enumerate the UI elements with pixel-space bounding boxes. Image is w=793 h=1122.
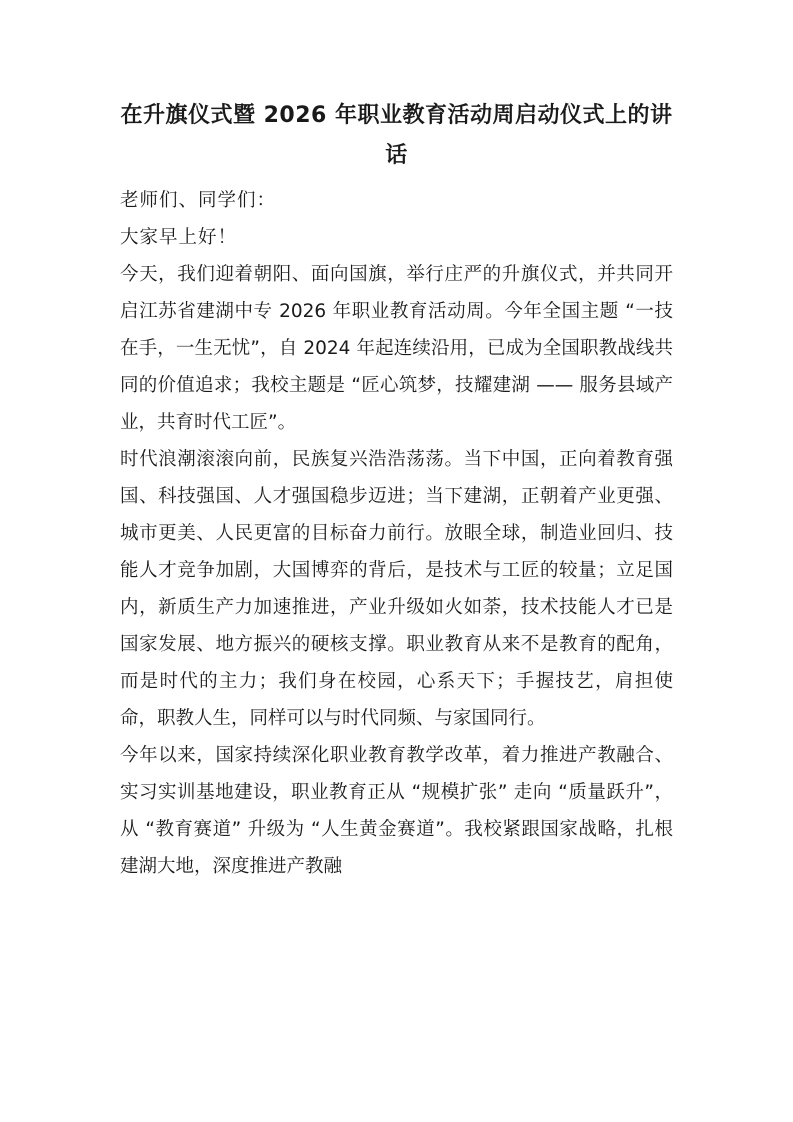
greeting: 大家早上好！ xyxy=(120,227,238,248)
paragraph-3: 今年以来，国家持续深化职业教育教学改革，着力推进产教融合、实习实训基地建设，职业教育正从 “规模扩张” 走向 “质量跃升”，从 “教育赛道” 升级为 “人生黄金赛道”。我校紧跟国家战略，扎根建湖大地，深度推进产教融 xyxy=(120,745,673,877)
salutation: 老师们、同学们： xyxy=(120,190,277,211)
document-title: 在升旗仪式暨 2026 年职业教育活动周启动仪式上的讲话 xyxy=(120,103,673,168)
document-body xyxy=(120,182,673,885)
paragraph-1: 今天，我们迎着朝阳、面向国旗，举行庄严的升旗仪式，并共同开启江苏省建湖中专 2026 年职业教育活动周。今年全国主题 “一技在手，一生无忧”，自 2024 年起连续沿用，已成为全国职教战线共同的价值追求；我校主题是 “匠心筑梦，技耀建湖 —— 服务县域产业，共育时代工匠”。 xyxy=(120,264,673,433)
paragraph-2: 时代浪潮滚滚向前，民族复兴浩浩荡荡。当下中国，正向着教育强国、科技强国、人才强国稳步迈进；当下建湖，正朝着产业更强、城市更美、人民更富的目标奋力前行。放眼全球，制造业回归、技能人才竞争加剧，大国博弈的背后，是技术与工匠的较量；立足国内，新质生产力加速推进，产业升级如火如荼，技术技能人才已是国家发展、地方振兴的硬核支撑。职业教育从来不是教育的配角，而是时代的主力；我们身在校园，心系天下；手握技艺，肩担使命，职教人生，同样可以与时代同频、与家国同行。 xyxy=(120,449,673,729)
